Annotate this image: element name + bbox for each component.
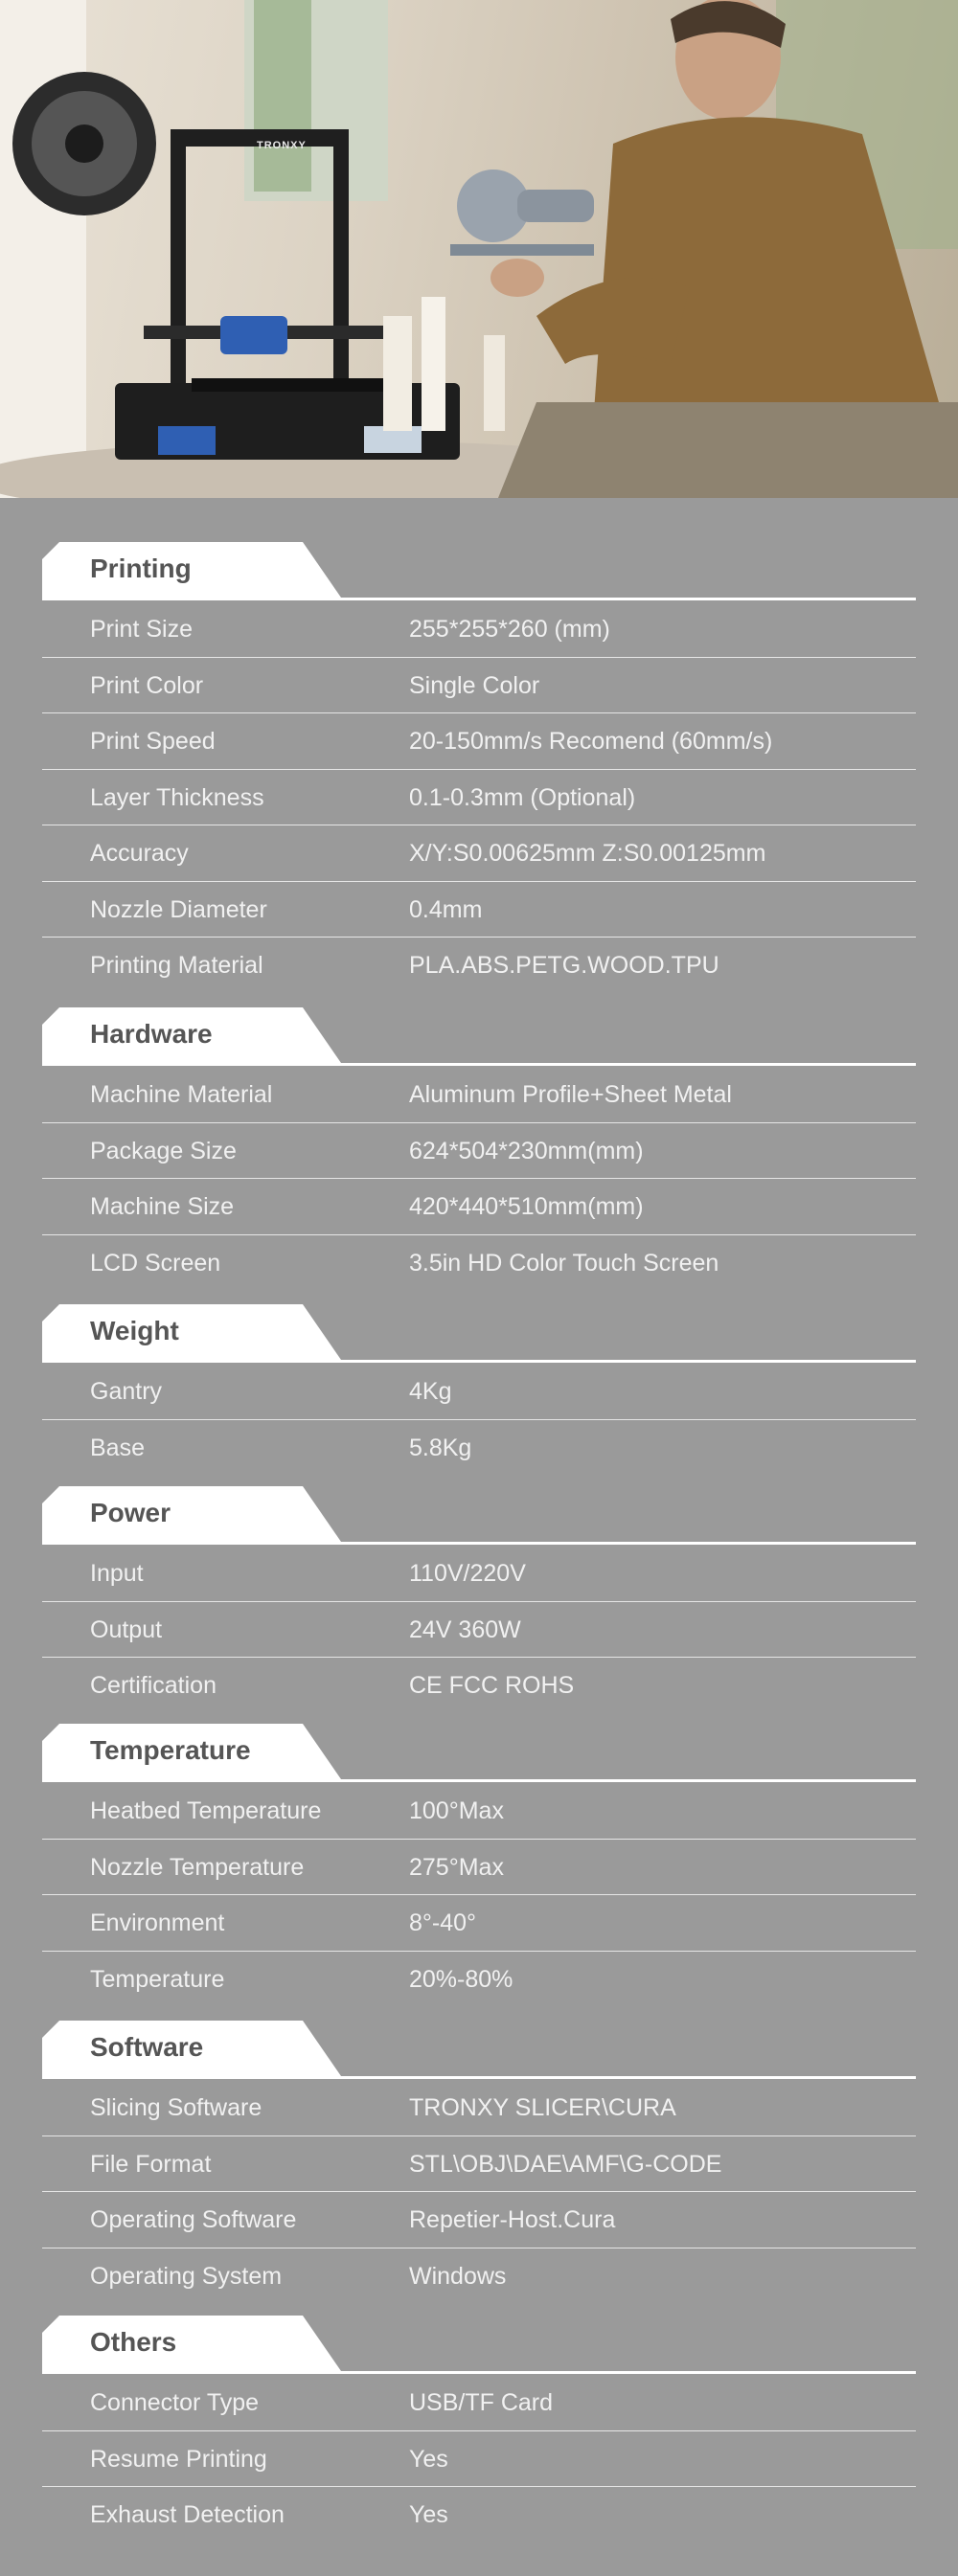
- spec-value: 5.8Kg: [409, 1434, 472, 1461]
- spec-label: Slicing Software: [90, 2094, 262, 2121]
- spec-row: [42, 713, 916, 770]
- hero-illustration: [0, 0, 958, 498]
- spec-sheet: [0, 498, 958, 2576]
- spec-row: [42, 1420, 916, 1476]
- section-hardware: [42, 1007, 916, 1290]
- section-divider: [42, 1063, 916, 1066]
- spec-label: Nozzle Diameter: [90, 895, 267, 923]
- spec-row: [42, 658, 916, 714]
- section-header: [42, 2316, 916, 2375]
- spec-label: Operating Software: [90, 2206, 297, 2233]
- spec-value: 110V/220V: [409, 1560, 526, 1587]
- spec-label: Temperature: [90, 1965, 225, 1993]
- spec-value: Yes: [409, 2501, 448, 2528]
- spec-label: Output: [90, 1616, 163, 1643]
- spec-value: 8°-40°: [409, 1909, 477, 1936]
- spec-value: 275°Max: [409, 1853, 504, 1881]
- section-header: [42, 542, 916, 601]
- spec-label: Gantry: [90, 1378, 163, 1405]
- section-title: Software: [90, 2032, 204, 2062]
- section-header: [42, 1304, 916, 1364]
- section-title: Weight: [90, 1316, 179, 1345]
- spec-label: Accuracy: [90, 840, 189, 867]
- section-temperature: [42, 1724, 916, 2006]
- spec-row: [42, 1658, 916, 1713]
- spec-row: [42, 2136, 916, 2193]
- spec-label: File Format: [90, 2150, 212, 2178]
- section-printing: [42, 542, 916, 993]
- spec-value: 20%-80%: [409, 1965, 513, 1993]
- section-divider: [42, 1542, 916, 1545]
- spec-row: [42, 1895, 916, 1952]
- spec-label: Machine Material: [90, 1081, 273, 1108]
- spec-label: Exhaust Detection: [90, 2501, 285, 2528]
- spec-value: 24V 360W: [409, 1616, 521, 1643]
- spec-label: Machine Size: [90, 1193, 235, 1220]
- spec-value: Single Color: [409, 671, 540, 699]
- spec-value: PLA.ABS.PETG.WOOD.TPU: [409, 952, 719, 979]
- spec-row: [42, 2487, 916, 2542]
- spec-label: Connector Type: [90, 2389, 260, 2416]
- spec-row: [42, 938, 916, 993]
- section-weight: [42, 1304, 916, 1475]
- section-header: [42, 2021, 916, 2080]
- hero-photo: [0, 0, 958, 498]
- spec-row: [42, 1067, 916, 1123]
- spec-value: Yes: [409, 2445, 448, 2473]
- section-title: Hardware: [90, 1019, 213, 1049]
- section-divider: [42, 598, 916, 600]
- printed-parts: [383, 297, 505, 431]
- section-tab: [42, 2316, 341, 2371]
- section-divider: [42, 1779, 916, 1782]
- spec-value: Repetier-Host.Cura: [409, 2206, 616, 2233]
- spec-label: Certification: [90, 1672, 217, 1699]
- spec-row: [42, 2248, 916, 2304]
- section-divider: [42, 1360, 916, 1363]
- spec-value: USB/TF Card: [409, 2389, 554, 2416]
- spec-row: [42, 1783, 916, 1840]
- spec-row: [42, 1235, 916, 1291]
- filament-spool: [12, 72, 156, 215]
- spec-label: LCD Screen: [90, 1249, 221, 1277]
- spec-label: Layer Thickness: [90, 783, 264, 811]
- section-header: [42, 1007, 916, 1067]
- spec-label: Input: [90, 1560, 144, 1587]
- spec-row: [42, 1840, 916, 1896]
- spec-value: 4Kg: [409, 1378, 452, 1405]
- spec-value: 20-150mm/s Recomend (60mm/s): [409, 728, 773, 755]
- spec-label: Nozzle Temperature: [90, 1853, 305, 1881]
- section-tab: [42, 1486, 341, 1542]
- section-title: Others: [90, 2327, 177, 2357]
- section-tab: [42, 1304, 341, 1360]
- spec-label: Operating System: [90, 2262, 283, 2290]
- spec-value: CE FCC ROHS: [409, 1672, 575, 1699]
- section-others: [42, 2316, 916, 2542]
- spec-label: Environment: [90, 1909, 225, 1936]
- spec-row: [42, 2192, 916, 2248]
- spec-row: [42, 1952, 916, 2007]
- spec-value: 624*504*230mm(mm): [409, 1137, 644, 1164]
- spec-row: [42, 1364, 916, 1420]
- spec-row: [42, 601, 916, 658]
- spec-value: STL\OBJ\DAE\AMF\G-CODE: [409, 2150, 722, 2178]
- spec-row: [42, 770, 916, 826]
- section-divider: [42, 2371, 916, 2374]
- spec-value: 420*440*510mm(mm): [409, 1193, 644, 1220]
- spec-row: [42, 1546, 916, 1602]
- spec-label: Package Size: [90, 1137, 237, 1164]
- section-title: Printing: [90, 554, 192, 583]
- section-header: [42, 1724, 916, 1783]
- spec-row: [42, 882, 916, 938]
- spec-row: [42, 1179, 916, 1235]
- spec-value: X/Y:S0.00625mm Z:S0.00125mm: [409, 840, 766, 867]
- spec-label: Print Color: [90, 671, 204, 699]
- spec-label: Resume Printing: [90, 2445, 267, 2473]
- spec-row: [42, 1602, 916, 1659]
- section-software: [42, 2021, 916, 2303]
- spec-value: 3.5in HD Color Touch Screen: [409, 1249, 719, 1277]
- printed-engine-model: [450, 169, 594, 256]
- spec-value: 0.4mm: [409, 895, 483, 923]
- spec-value: 0.1-0.3mm (Optional): [409, 783, 636, 811]
- section-divider: [42, 2076, 916, 2079]
- spec-label: Base: [90, 1434, 145, 1461]
- spec-label: Heatbed Temperature: [90, 1797, 322, 1824]
- section-tab: [42, 542, 341, 598]
- spec-value: Aluminum Profile+Sheet Metal: [409, 1081, 732, 1108]
- spec-value: 255*255*260 (mm): [409, 616, 610, 643]
- spec-row: [42, 2375, 916, 2431]
- spec-value: 100°Max: [409, 1797, 504, 1824]
- spec-label: Printing Material: [90, 952, 263, 979]
- spec-label: Print Size: [90, 616, 193, 643]
- spec-row: [42, 2431, 916, 2488]
- section-header: [42, 1486, 916, 1546]
- spec-label: Print Speed: [90, 728, 216, 755]
- spec-value: TRONXY SLICER\CURA: [409, 2094, 676, 2121]
- section-title: Temperature: [90, 1735, 251, 1765]
- section-power: [42, 1486, 916, 1713]
- printer-brand-label: TRONXY: [257, 140, 307, 151]
- spec-value: Windows: [409, 2262, 507, 2290]
- section-title: Power: [90, 1498, 171, 1527]
- spec-row: [42, 825, 916, 882]
- spec-row: [42, 2080, 916, 2136]
- spec-row: [42, 1123, 916, 1180]
